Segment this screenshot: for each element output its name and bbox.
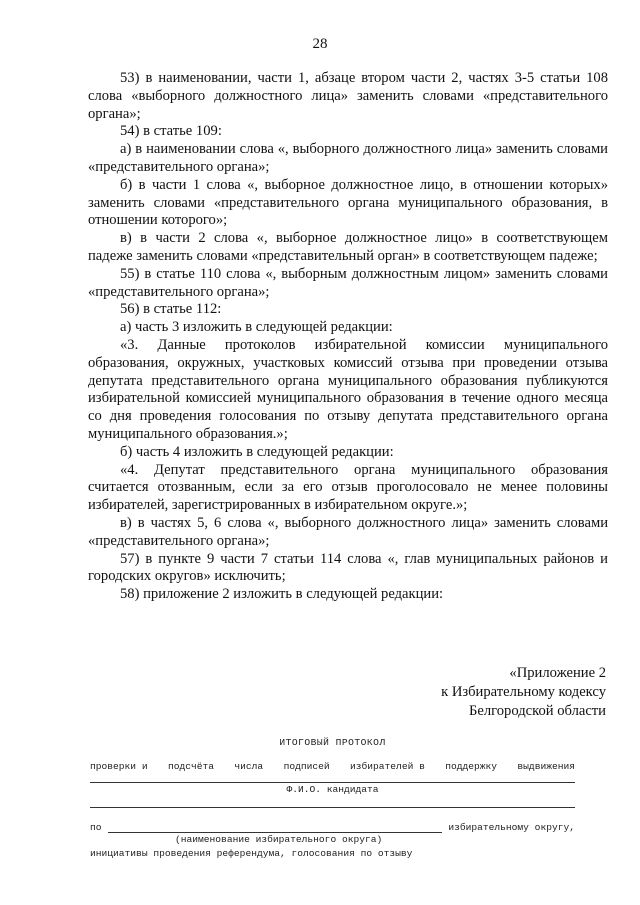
page-number: 28 [312,36,328,52]
initiative-line: инициативы проведения референдума, голосования по отзыву [90,848,413,859]
paragraph-56b: б) часть 4 изложить в следующей редакции: [120,443,394,460]
paragraph-53: 53) в наименовании, части 1, абзаце втором части 2, частях 3-5 статьи 108 слова «выборного должностного лица» заменить словами «представительного органа»; [88,70,608,122]
paragraph-56: 56) в статье 112: [120,301,222,318]
candidate-name-line [90,782,575,783]
paragraph-54a: а) в наименовании слова «, выборного должностного лица» заменить словами «представительного органа»; [88,141,608,175]
protocol-title: ИТОГОВЫЙ ПРОТОКОЛ [279,737,386,748]
subtitle-word: числа [234,761,264,772]
document-body [88,70,608,604]
subtitle-word: проверки и [90,761,148,772]
paragraph-54: 54) в статье 109: [120,123,222,140]
appendix-line-2: к Избирательному кодексу [441,684,606,700]
subtitle-word: подписей [283,761,330,772]
subtitle-word: избирателей в [350,761,425,772]
subtitle-word: выдвижения [517,761,575,772]
paragraph-56a-text: «3. Данные протоколов избирательной комиссии муниципального образования, окружных, участковых комиссий отзыва при проведении отзыва депутата представительного органа муниципального образования публикуются избирательной комиссией муниципального образования в течение одного месяца со дня проведения голосования по отзыву депутата представительного органа муниципального образования.»; [88,336,608,442]
paragraph-54v: в) в части 2 слова «, выборное должностное лицо» в соответствующем падеже заменить словами «представительный орган» в соответствующем падеже; [88,230,608,264]
paragraph-54b: б) в части 1 слова «, выборное должностное лицо, в отношении которых» заменить словами «представительного органа муниципального образования, в отношении которого»; [88,176,608,229]
district-line [90,822,575,833]
appendix-line-3: Белгородской области [468,703,606,719]
paragraph-56b-text: «4. Депутат представительного органа муниципального образования считается отозванным, если за его отзыв проголосовало не менее половины избирателей, зарегистрированных в избирательном округе.»; [88,461,608,514]
paragraph-55: 55) в статье 110 слова «, выборным должностным лицом» заменить словами «представительного органа»; [88,265,608,300]
appendix-line-1: «Приложение 2 [509,665,606,681]
subtitle-word: поддержку [445,761,498,772]
paragraph-56v: в) в частях 5, 6 слова «, выборного должностного лица» заменить словами «представительного органа»; [88,514,608,549]
appendix-heading [441,664,606,721]
subtitle-word: подсчёта [167,761,215,772]
district-blank [108,822,443,833]
divider-line [90,807,575,808]
district-suffix: избирательному округу, [448,822,575,833]
paragraph-58: 58) приложение 2 изложить в следующей редакции: [120,586,444,603]
district-prefix: по [90,822,102,833]
candidate-name-caption: Ф.И.О. кандидата [286,784,379,795]
district-caption: (наименование избирательного округа) [175,834,383,845]
protocol-subtitle-line [90,761,575,772]
paragraph-56a: а) часть 3 изложить в следующей редакции: [120,319,393,336]
paragraph-57: 57) в пункте 9 части 7 статьи 114 слова «, глав муниципальных районов и городских округов» исключить; [88,550,608,585]
